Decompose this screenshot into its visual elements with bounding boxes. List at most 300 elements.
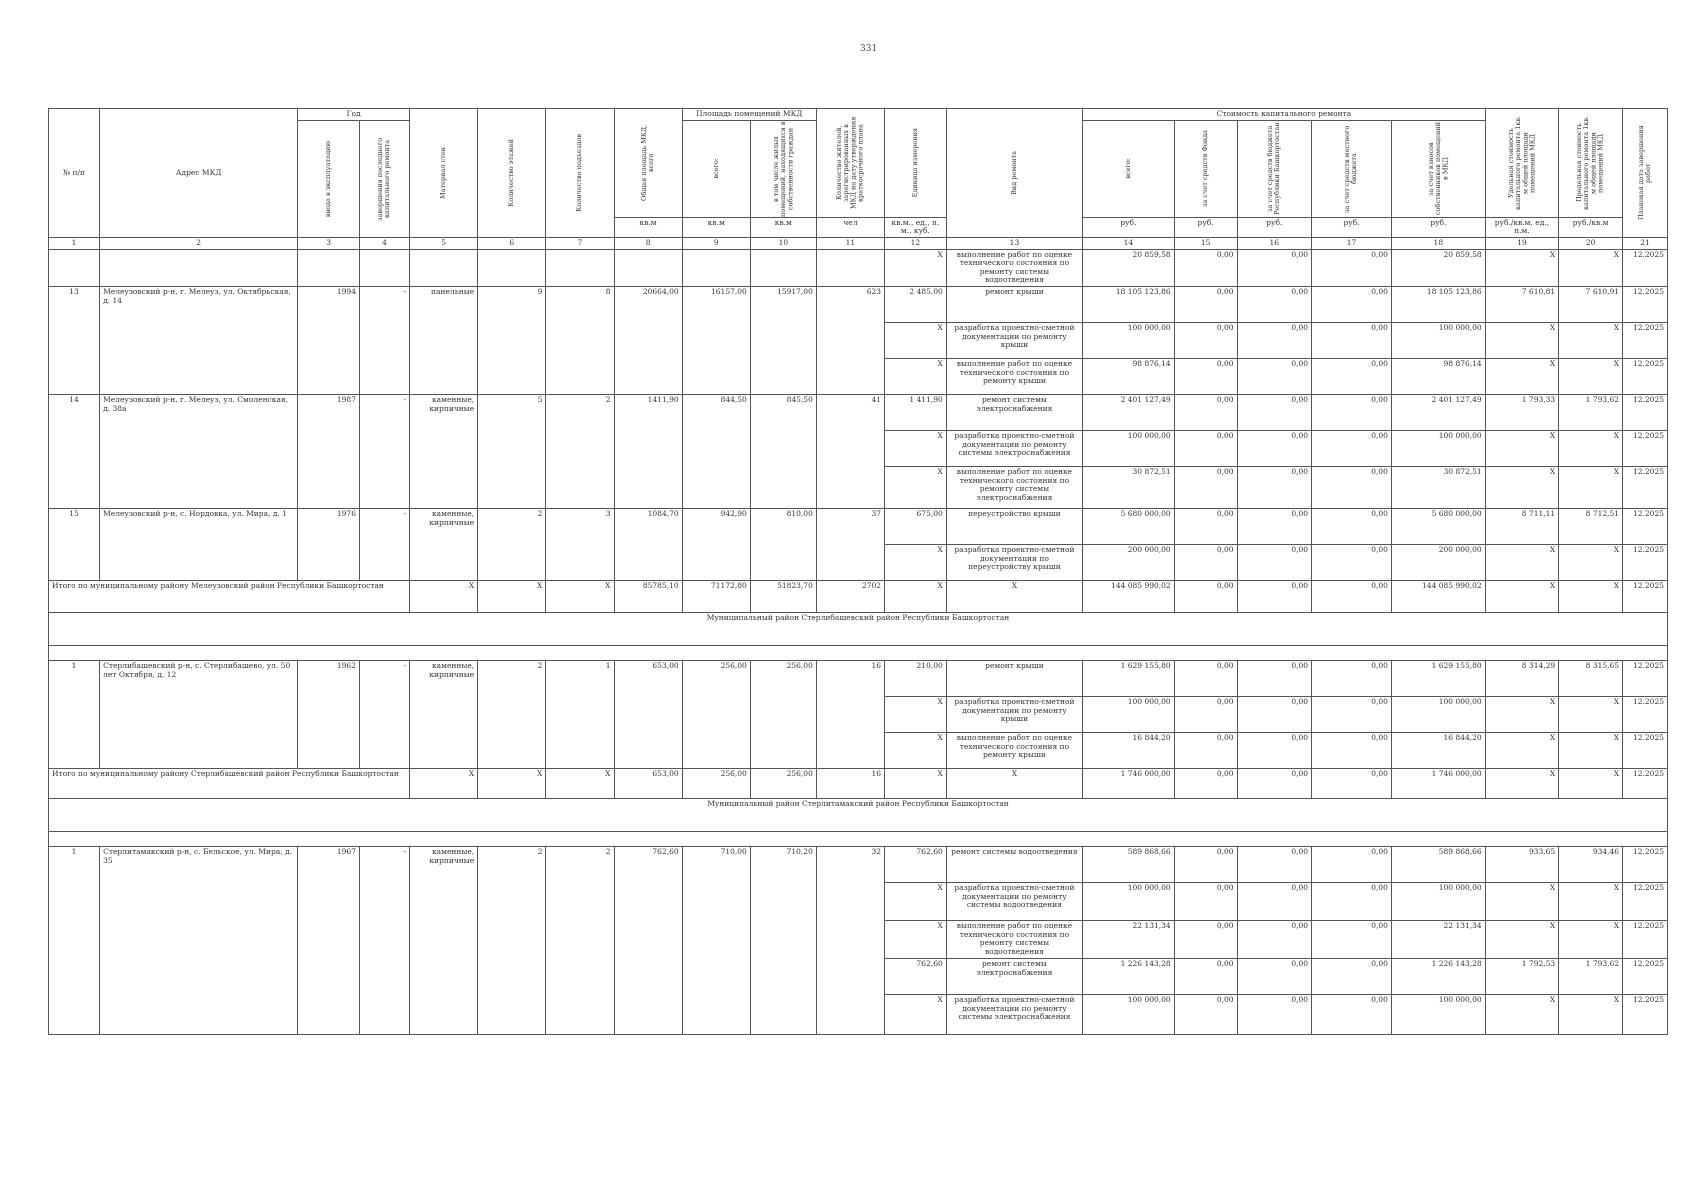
- cost-fund: 0,00: [1174, 509, 1237, 545]
- unit-cell: кв.м., ед., п. м., куб.: [885, 217, 947, 237]
- cost-fund: 0,00: [1174, 467, 1237, 509]
- table-row: [49, 661, 1668, 697]
- unit-cost-x: X: [1485, 431, 1558, 467]
- max-cost-x: X: [1559, 921, 1623, 959]
- col-number: 5: [410, 237, 478, 249]
- col-number: 13: [946, 237, 1082, 249]
- cost-local: 0,00: [1312, 883, 1392, 921]
- cost-republic: 0,00: [1237, 581, 1312, 613]
- col-header-cost-fund: [1174, 120, 1237, 217]
- cost-total: 98 876,14: [1083, 359, 1175, 395]
- cost-fund: 0,00: [1174, 847, 1237, 883]
- wall-material: панельные: [410, 287, 478, 395]
- total-x: X: [1559, 769, 1623, 799]
- cost-republic: 0,00: [1237, 733, 1312, 769]
- residents: 16: [816, 661, 884, 769]
- cost-owners: 20 859,58: [1391, 249, 1485, 287]
- residents: 623: [816, 287, 884, 395]
- col-header-cost-owners: [1391, 120, 1485, 217]
- cost-republic: 0,00: [1237, 921, 1312, 959]
- planned-date: 12.2025: [1623, 467, 1668, 509]
- col-number: 19: [1485, 237, 1558, 249]
- unit-x: X: [885, 359, 947, 395]
- total-x: X: [410, 769, 478, 799]
- cost-owners: 18 105 123,86: [1391, 287, 1485, 323]
- premises-residential: 810,00: [750, 509, 816, 581]
- col-header-entrances-text: Количество подъездов: [575, 134, 584, 212]
- total-residents: 16: [816, 769, 884, 799]
- max-cost-x: X: [1559, 431, 1623, 467]
- max-cost: 1 793,62: [1559, 959, 1623, 995]
- empty-cell: [410, 249, 478, 287]
- col-header-max-cost: [1559, 109, 1623, 218]
- col-header-year-commissioning-text: ввода в эксплуатацию: [324, 140, 333, 217]
- col-header-premises-total-text: всего:: [711, 158, 720, 179]
- col-header-entrances: [546, 109, 614, 238]
- entrances: 1: [546, 661, 614, 769]
- col-number: 14: [1083, 237, 1175, 249]
- total-area: 653,00: [614, 661, 682, 769]
- col-header-unit-cost: [1485, 109, 1558, 218]
- col-number: 2: [100, 237, 298, 249]
- unit-cell: кв.м: [682, 217, 750, 237]
- cost-owners: 1 226 143,28: [1391, 959, 1485, 995]
- total-premises: 71172,80: [682, 581, 750, 613]
- cost-fund: 0,00: [1174, 431, 1237, 467]
- cost-total: 1 629 155,80: [1083, 661, 1175, 697]
- premises-residential: 15917,00: [750, 287, 816, 395]
- max-cost-x: X: [1559, 467, 1623, 509]
- col-header-cost-group: Стоимость капитального ремонта: [1083, 109, 1486, 121]
- planned-date: 12.2025: [1623, 323, 1668, 359]
- cost-owners: 100 000,00: [1391, 697, 1485, 733]
- total-area: 1084,70: [614, 509, 682, 581]
- cost-local: 0,00: [1312, 249, 1392, 287]
- unit-cell: кв.м: [614, 217, 682, 237]
- planned-date: 12.2025: [1623, 287, 1668, 323]
- unit-cost-x: X: [1485, 545, 1558, 581]
- house-address: Стерлибашевский р-н, с. Стерлибашево, ул. 50 лет Октября, д. 12: [100, 661, 298, 769]
- total-x: X: [546, 581, 614, 613]
- col-header-residents-text: Количество жителей, зарегистрированных в МКД на дату утверждения краткосрочного плана: [835, 116, 865, 209]
- table-row: [49, 287, 1668, 323]
- unit-x: X: [885, 323, 947, 359]
- empty-cell: [614, 249, 682, 287]
- cost-owners: 200 000,00: [1391, 545, 1485, 581]
- work-type: ремонт крыши: [946, 287, 1082, 323]
- max-cost: 8 712,51: [1559, 509, 1623, 545]
- unit-cell: руб.: [1312, 217, 1392, 237]
- col-header-cost-local: [1312, 120, 1392, 217]
- total-x: X: [478, 769, 546, 799]
- unit-cell: руб.: [1083, 217, 1175, 237]
- col-number: 17: [1312, 237, 1392, 249]
- work-type: ремонт системы электроснабжения: [946, 959, 1082, 995]
- unit-value: 762,60: [885, 847, 947, 883]
- table-row: [49, 509, 1668, 545]
- planned-date: 12.2025: [1623, 249, 1668, 287]
- cost-fund: 0,00: [1174, 733, 1237, 769]
- cost-owners: 100 000,00: [1391, 883, 1485, 921]
- residents: 32: [816, 847, 884, 1035]
- unit-cost-x: X: [1485, 733, 1558, 769]
- empty-cell: [682, 249, 750, 287]
- page-number: 331: [860, 44, 878, 54]
- spacer-row: [49, 832, 1668, 847]
- planned-date: 12.2025: [1623, 995, 1668, 1035]
- total-area: 85785,10: [614, 581, 682, 613]
- unit-x: X: [885, 545, 947, 581]
- col-header-cost-republic-text: за счет средств бюджета Республики Башкортостан: [1266, 122, 1282, 215]
- col-header-cost-total: [1083, 120, 1175, 217]
- planned-date: 12.2025: [1623, 959, 1668, 995]
- cost-local: 0,00: [1312, 287, 1392, 323]
- max-cost-x: X: [1559, 545, 1623, 581]
- cost-republic: 0,00: [1237, 359, 1312, 395]
- unit-cell: кв.м: [750, 217, 816, 237]
- total-x: X: [946, 769, 1082, 799]
- cost-fund: 0,00: [1174, 883, 1237, 921]
- col-header-cost-republic: [1237, 120, 1312, 217]
- unit-cost-x: X: [1485, 359, 1558, 395]
- work-type: разработка проектно-сметной документации по переустройству крыши: [946, 545, 1082, 581]
- year-commissioning: 1976: [298, 509, 360, 581]
- floors: 5: [478, 395, 546, 509]
- cost-total: 100 000,00: [1083, 431, 1175, 467]
- year-commissioning: 1962: [298, 661, 360, 769]
- total-x: X: [1485, 769, 1558, 799]
- work-type: выполнение работ по оценке технического состояния по ремонту крыши: [946, 359, 1082, 395]
- premises-total: 710,00: [682, 847, 750, 1035]
- cost-owners: 98 876,14: [1391, 359, 1485, 395]
- col-number: 7: [546, 237, 614, 249]
- premises-residential: 256,00: [750, 661, 816, 769]
- col-header-residents: [816, 109, 884, 218]
- cost-total: 22 131,34: [1083, 921, 1175, 959]
- planned-date: 12.2025: [1623, 581, 1668, 613]
- house-num: 15: [49, 509, 100, 581]
- floors: 9: [478, 287, 546, 395]
- col-number: 9: [682, 237, 750, 249]
- cost-republic: 0,00: [1237, 431, 1312, 467]
- cost-local: 0,00: [1312, 359, 1392, 395]
- cost-republic: 0,00: [1237, 323, 1312, 359]
- cost-local: 0,00: [1312, 847, 1392, 883]
- unit-cost-x: X: [1485, 883, 1558, 921]
- empty-cell: [478, 249, 546, 287]
- cost-owners: 589 868,66: [1391, 847, 1485, 883]
- planned-date: 12.2025: [1623, 661, 1668, 697]
- unit-cost: 8 314,29: [1485, 661, 1558, 697]
- cost-total: 5 680 000,00: [1083, 509, 1175, 545]
- col-number: 16: [1237, 237, 1312, 249]
- cost-local: 0,00: [1312, 995, 1392, 1035]
- cost-local: 0,00: [1312, 921, 1392, 959]
- planned-date: 12.2025: [1623, 509, 1668, 545]
- max-cost-x: X: [1559, 733, 1623, 769]
- col-number: 8: [614, 237, 682, 249]
- cost-fund: 0,00: [1174, 959, 1237, 995]
- planned-date: 12.2025: [1623, 431, 1668, 467]
- unit-x: X: [885, 733, 947, 769]
- spacer-cell: [49, 832, 1668, 847]
- planned-date: 12.2025: [1623, 359, 1668, 395]
- max-cost: 7 610,91: [1559, 287, 1623, 323]
- total-row-meleuz: [49, 581, 1668, 613]
- col-number: 6: [478, 237, 546, 249]
- empty-cell: [298, 249, 360, 287]
- empty-cell: [816, 249, 884, 287]
- year-commissioning: 1967: [298, 847, 360, 1035]
- cost-total: 589 868,66: [1083, 847, 1175, 883]
- unit-cost: 7 610,81: [1485, 287, 1558, 323]
- residents: 41: [816, 395, 884, 509]
- cost-total: 100 000,00: [1083, 883, 1175, 921]
- house-address: Стерлитамакский р-н, с. Бельское, ул. Мира, д. 35: [100, 847, 298, 1035]
- cost-fund: 0,00: [1174, 995, 1237, 1035]
- house-address: Мелеузовский р-н, г. Мелеуз, ул. Октябрьская, д. 14: [100, 287, 298, 395]
- cost-owners: 100 000,00: [1391, 323, 1485, 359]
- cost-republic: 0,00: [1237, 249, 1312, 287]
- cost-total: 20 859,58: [1083, 249, 1175, 287]
- col-header-wall: [410, 109, 478, 238]
- work-type: выполнение работ по оценке технического состояния по ремонту системы водоотведения: [946, 921, 1082, 959]
- cost-owners: 30 872,51: [1391, 467, 1485, 509]
- cost-republic: 0,00: [1237, 847, 1312, 883]
- unit-cost-x: X: [1485, 323, 1558, 359]
- work-type: разработка проектно-сметной документации по ремонту системы водоотведения: [946, 883, 1082, 921]
- col-header-year-group: Год: [298, 109, 410, 121]
- cost-local: 0,00: [1312, 467, 1392, 509]
- total-x: X: [546, 769, 614, 799]
- cost-local: 0,00: [1312, 769, 1392, 799]
- cost-total: 200 000,00: [1083, 545, 1175, 581]
- cost-republic: 0,00: [1237, 287, 1312, 323]
- unit-value: 762,60: [885, 959, 947, 995]
- total-area: 762,60: [614, 847, 682, 1035]
- work-type: разработка проектно-сметной документации по ремонту системы электроснабжения: [946, 995, 1082, 1035]
- col-header-date-text: Плановая дата завершения работ: [1636, 125, 1653, 221]
- cost-republic: 0,00: [1237, 697, 1312, 733]
- max-cost-x: X: [1559, 883, 1623, 921]
- column-numbers-row: [49, 237, 1668, 249]
- col-number: 4: [359, 237, 409, 249]
- cost-local: 0,00: [1312, 581, 1392, 613]
- work-type: разработка проектно-сметной документации по ремонту крыши: [946, 697, 1082, 733]
- cost-republic: 0,00: [1237, 545, 1312, 581]
- year-last-repair: -: [359, 661, 409, 769]
- col-header-address: Адрес МКД: [100, 109, 298, 238]
- municipal-district-title: Муниципальный район Стерлитамакский район Республики Башкортостан: [49, 799, 1668, 832]
- house-address: Мелеузовский р-н, г. Мелеуз, ул. Смоленская, д. 38а: [100, 395, 298, 509]
- unit-value: 675,00: [885, 509, 947, 545]
- cost-republic: 0,00: [1237, 395, 1312, 431]
- total-owners: 144 085 990,02: [1391, 581, 1485, 613]
- unit-x: X: [885, 431, 947, 467]
- max-cost: 8 315,65: [1559, 661, 1623, 697]
- cost-fund: 0,00: [1174, 395, 1237, 431]
- cost-republic: 0,00: [1237, 959, 1312, 995]
- total-x: X: [1559, 581, 1623, 613]
- max-cost-x: X: [1559, 323, 1623, 359]
- cost-fund: 0,00: [1174, 769, 1237, 799]
- year-last-repair: -: [359, 509, 409, 581]
- planned-date: 12.2025: [1623, 395, 1668, 431]
- cost-total: 100 000,00: [1083, 697, 1175, 733]
- cost-total: 1 226 143,28: [1083, 959, 1175, 995]
- unit-cost: 1 793,33: [1485, 395, 1558, 431]
- unit-cost-x: X: [1485, 249, 1558, 287]
- col-header-cost-owners-text: за счет взносов собственников помещений в МКД: [1426, 122, 1449, 216]
- col-number: 11: [816, 237, 884, 249]
- table-row: [49, 395, 1668, 431]
- work-type: выполнение работ по оценке технического состояния по ремонту системы водоотведения: [946, 249, 1082, 287]
- col-header-repair-type: [946, 109, 1082, 238]
- col-header-num: № п/п: [49, 109, 100, 238]
- col-header-cost-fund-text: за счет средств Фонда: [1201, 130, 1210, 208]
- unit-x: X: [885, 883, 947, 921]
- planned-date: 12.2025: [1623, 847, 1668, 883]
- col-header-year-last-repair-text: завершения последнего капитального ремонта: [376, 137, 392, 221]
- unit-x: X: [885, 921, 947, 959]
- planned-date: 12.2025: [1623, 733, 1668, 769]
- total-cost: 144 085 990,02: [1083, 581, 1175, 613]
- unit-value: 210,00: [885, 661, 947, 697]
- municipal-district-row: [49, 799, 1668, 832]
- empty-cell: [750, 249, 816, 287]
- unit-value: 2 485,00: [885, 287, 947, 323]
- planned-date: 12.2025: [1623, 697, 1668, 733]
- cost-total: 30 872,51: [1083, 467, 1175, 509]
- cost-local: 0,00: [1312, 323, 1392, 359]
- max-cost-x: X: [1559, 359, 1623, 395]
- col-header-premises-residential-text: в том числе жилых помещений, находящихся в собственности граждан: [771, 120, 794, 217]
- total-owners: 1 746 000,00: [1391, 769, 1485, 799]
- cost-fund: 0,00: [1174, 359, 1237, 395]
- unit-x: X: [885, 467, 947, 509]
- col-number: 12: [885, 237, 947, 249]
- total-residential: 51823,70: [750, 581, 816, 613]
- unit-cost: 8 711,11: [1485, 509, 1558, 545]
- cost-owners: 100 000,00: [1391, 431, 1485, 467]
- total-x: X: [478, 581, 546, 613]
- total-label: Итого по муниципальному району Стерлибашевский район Республики Башкортостан: [49, 769, 410, 799]
- cost-republic: 0,00: [1237, 467, 1312, 509]
- max-cost-x: X: [1559, 697, 1623, 733]
- col-header-floors-text: Количество этажей: [507, 139, 516, 207]
- col-number: 21: [1623, 237, 1668, 249]
- table-row: [49, 249, 1668, 287]
- year-last-repair: -: [359, 847, 409, 1035]
- work-type: ремонт системы электроснабжения: [946, 395, 1082, 431]
- capital-repair-register-table: [48, 108, 1668, 1035]
- table-row: [49, 847, 1668, 883]
- cost-fund: 0,00: [1174, 581, 1237, 613]
- empty-cell: [359, 249, 409, 287]
- premises-residential: 710,20: [750, 847, 816, 1035]
- cost-fund: 0,00: [1174, 323, 1237, 359]
- cost-owners: 2 401 127,49: [1391, 395, 1485, 431]
- cost-local: 0,00: [1312, 697, 1392, 733]
- year-last-repair: -: [359, 395, 409, 509]
- total-cost: 1 746 000,00: [1083, 769, 1175, 799]
- cost-local: 0,00: [1312, 545, 1392, 581]
- col-header-premises-total: [682, 120, 750, 217]
- planned-date: 12.2025: [1623, 769, 1668, 799]
- total-x: X: [946, 581, 1082, 613]
- col-header-total-area: [614, 109, 682, 218]
- total-residential: 256,00: [750, 769, 816, 799]
- col-number: 15: [1174, 237, 1237, 249]
- cost-republic: 0,00: [1237, 509, 1312, 545]
- col-header-wall-text: Материал стен: [439, 146, 448, 199]
- cost-fund: 0,00: [1174, 287, 1237, 323]
- house-num: 13: [49, 287, 100, 395]
- cost-republic: 0,00: [1237, 769, 1312, 799]
- cost-republic: 0,00: [1237, 883, 1312, 921]
- col-header-unit: [885, 109, 947, 218]
- entrances: 2: [546, 395, 614, 509]
- cost-fund: 0,00: [1174, 921, 1237, 959]
- municipal-district-row: [49, 613, 1668, 646]
- cost-fund: 0,00: [1174, 545, 1237, 581]
- total-label: Итого по муниципальному району Мелеузовский район Республики Башкортостан: [49, 581, 410, 613]
- cost-local: 0,00: [1312, 509, 1392, 545]
- planned-date: 12.2025: [1623, 545, 1668, 581]
- entrances: 2: [546, 847, 614, 1035]
- floors: 2: [478, 509, 546, 581]
- unit-cost-x: X: [1485, 995, 1558, 1035]
- col-header-unit-text: Единица измерения: [910, 128, 919, 198]
- cost-local: 0,00: [1312, 661, 1392, 697]
- unit-cell: руб.: [1391, 217, 1485, 237]
- col-header-premises-group: Площадь помещений МКД: [682, 109, 816, 121]
- unit-cell: руб.: [1174, 217, 1237, 237]
- cost-local: 0,00: [1312, 431, 1392, 467]
- col-header-total-area-text: Общая площадь МКД, всего: [639, 124, 656, 201]
- wall-material: каменные, кирпичные: [410, 847, 478, 1035]
- house-num: 1: [49, 661, 100, 769]
- max-cost-x: X: [1559, 249, 1623, 287]
- unit-cost: 933,65: [1485, 847, 1558, 883]
- unit-x: X: [885, 697, 947, 733]
- col-number: 1: [49, 237, 100, 249]
- entrances: 3: [546, 509, 614, 581]
- premises-total: 256,00: [682, 661, 750, 769]
- year-commissioning: 1994: [298, 287, 360, 395]
- cost-republic: 0,00: [1237, 661, 1312, 697]
- total-residents: 2702: [816, 581, 884, 613]
- premises-total: 16157,00: [682, 287, 750, 395]
- cost-fund: 0,00: [1174, 249, 1237, 287]
- premises-residential: 845,50: [750, 395, 816, 509]
- unit-x: X: [885, 249, 947, 287]
- col-number: 20: [1559, 237, 1623, 249]
- cost-republic: 0,00: [1237, 995, 1312, 1035]
- cost-total: 16 844,20: [1083, 733, 1175, 769]
- spacer-row: [49, 646, 1668, 661]
- cost-total: 100 000,00: [1083, 995, 1175, 1035]
- cost-total: 2 401 127,49: [1083, 395, 1175, 431]
- work-type: ремонт крыши: [946, 661, 1082, 697]
- unit-cost: 1 792,53: [1485, 959, 1558, 995]
- col-header-repair-type-text: Вид ремонта: [1009, 150, 1018, 195]
- spacer-cell: [49, 646, 1668, 661]
- max-cost: 934,46: [1559, 847, 1623, 883]
- planned-date: 12.2025: [1623, 883, 1668, 921]
- cost-owners: 16 844,20: [1391, 733, 1485, 769]
- work-type: выполнение работ по оценке технического состояния по ремонту системы электроснабжения: [946, 467, 1082, 509]
